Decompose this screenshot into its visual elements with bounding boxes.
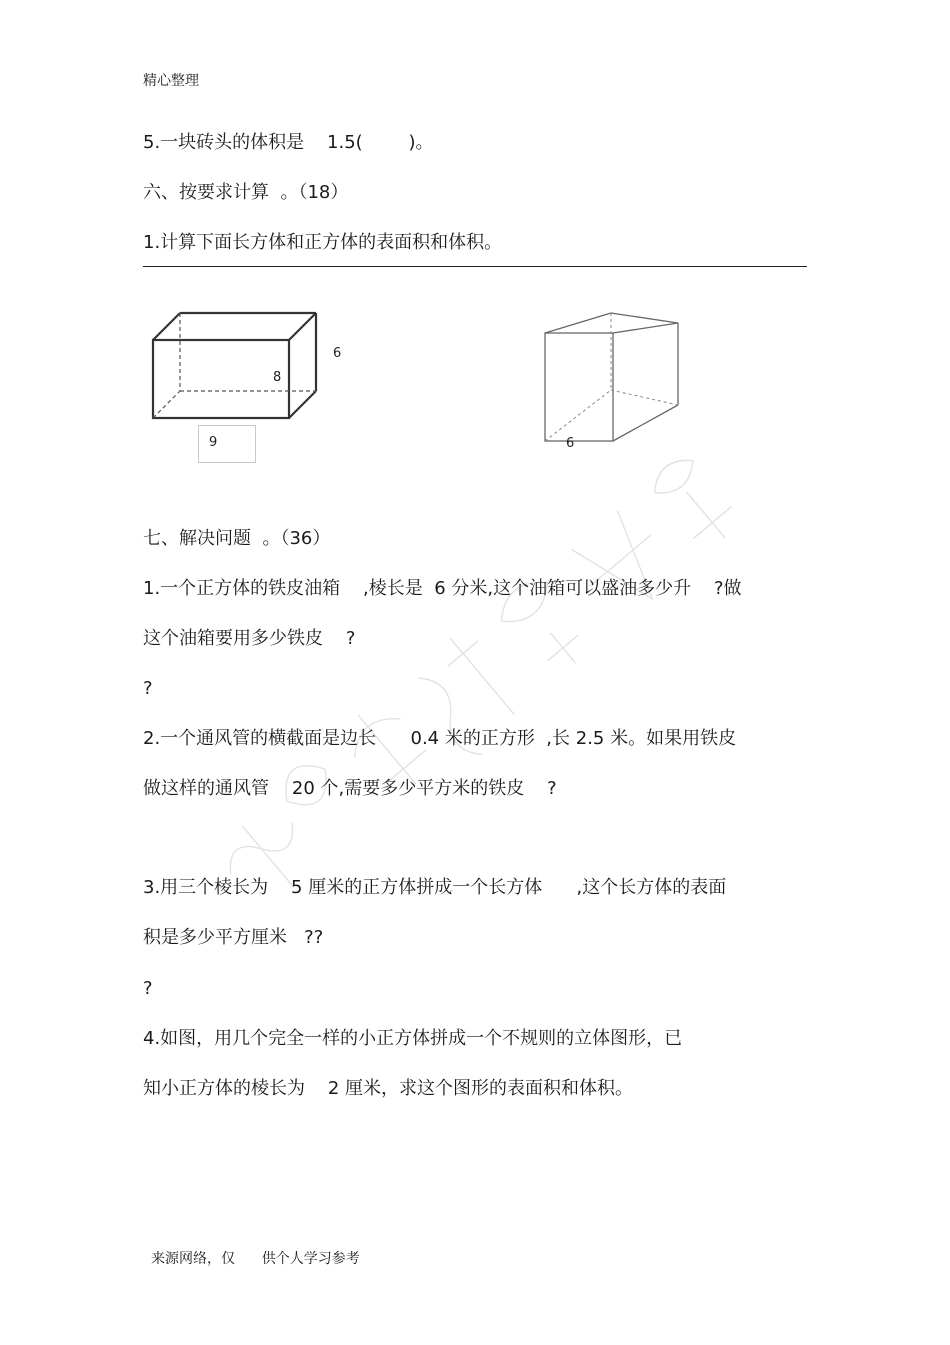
section-7-heading: 七、解决问题 。（36） bbox=[143, 528, 331, 549]
section-7-question-1-line-1: 1.一个正方体的铁皮油箱 ,棱长是 6 分米,这个油箱可以盛油多少升 ?做 bbox=[143, 578, 742, 599]
section-7-question-2-line-1: 2.一个通风管的横截面是边长 0.4 米的正方形 ,长 2.5 米。如果用铁皮 bbox=[143, 728, 737, 749]
section-6-heading: 六、按要求计算 。（18） bbox=[143, 182, 349, 203]
section-7-question-3-line-2: 积是多少平方厘米 ?? bbox=[143, 927, 324, 948]
cube-edge-label: 6 bbox=[566, 436, 575, 451]
section-7-question-3-line-1: 3.用三个棱长为 5 厘米的正方体拼成一个长方体 ,这个长方体的表面 bbox=[143, 877, 727, 898]
section-7-question-4-line-2: 知小正方体的棱长为 2 厘米，求这个图形的表面积和体积。 bbox=[143, 1078, 634, 1099]
section-7-question-1-line-2: 这个油箱要用多少铁皮 ? bbox=[143, 628, 356, 649]
section-7-question-1-answer: ? bbox=[143, 678, 153, 699]
question-5-brick-volume: 5.一块砖头的体积是 1.5( )。 bbox=[143, 132, 434, 153]
divider-line bbox=[143, 266, 807, 267]
cuboid-length-label: 9 bbox=[209, 435, 218, 450]
cuboid-height-label: 6 bbox=[333, 346, 342, 361]
page-header: 精心整理 bbox=[143, 73, 199, 89]
cuboid-width-label: 8 bbox=[273, 370, 282, 385]
cube-figure bbox=[540, 308, 690, 458]
section-7-question-3-answer: ? bbox=[143, 978, 153, 999]
section-7-question-4-line-1: 4.如图，用几个完全一样的小正方体拼成一个不规则的立体图形，已 bbox=[143, 1028, 683, 1049]
section-7-question-2-line-2: 做这样的通风管 20 个,需要多少平方米的铁皮 ? bbox=[143, 778, 557, 799]
page-footer: 来源网络，仅 供个人学习参考 bbox=[151, 1251, 360, 1267]
section-6-question-1: 1.计算下面长方体和正方体的表面积和体积。 bbox=[143, 232, 503, 253]
length-label-box bbox=[198, 425, 256, 463]
